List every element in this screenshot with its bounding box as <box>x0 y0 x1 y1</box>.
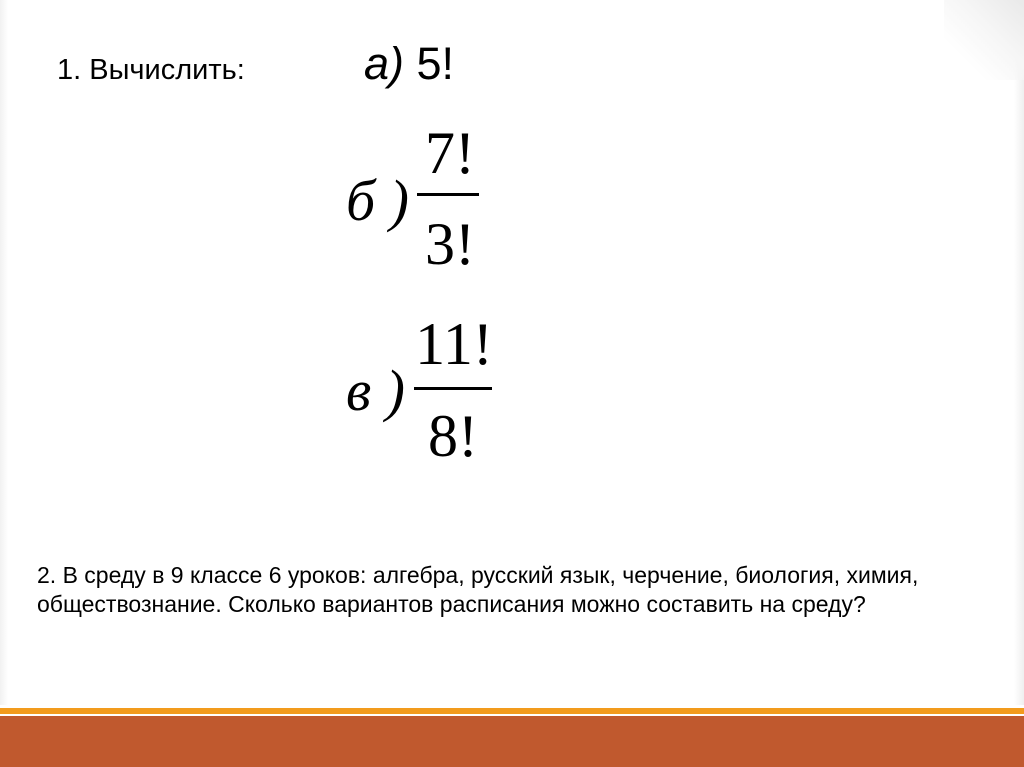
item-c-denominator: 8! <box>428 403 478 469</box>
slide-right-edge-shadow <box>1014 0 1024 705</box>
footer-accent-line <box>0 708 1024 714</box>
item-b-fraction-bar <box>417 193 479 196</box>
item-c-fraction-bar <box>414 387 492 390</box>
item-b-numerator: 7! <box>425 120 475 186</box>
task1-label: 1. Вычислить: <box>57 54 245 86</box>
item-c-numerator: 11! <box>415 311 493 377</box>
task2-text: 2. В среду в 9 классе 6 уроков: алгебра, русский язык, черчение, биология, химия, обществознание. Сколько вариантов расписания можно составить на среду? <box>37 562 919 617</box>
task1-item-a <box>364 38 454 90</box>
item-b-letter: б ) <box>346 168 409 233</box>
footer-bar <box>0 716 1024 767</box>
item-b-denominator: 3! <box>425 211 475 277</box>
item-a-value: 5! <box>416 38 455 89</box>
slide-left-edge-shadow <box>0 0 8 705</box>
page-curl-decoration <box>944 0 1024 80</box>
item-a-letter: а) <box>364 38 405 89</box>
item-c-letter: в ) <box>346 358 405 423</box>
